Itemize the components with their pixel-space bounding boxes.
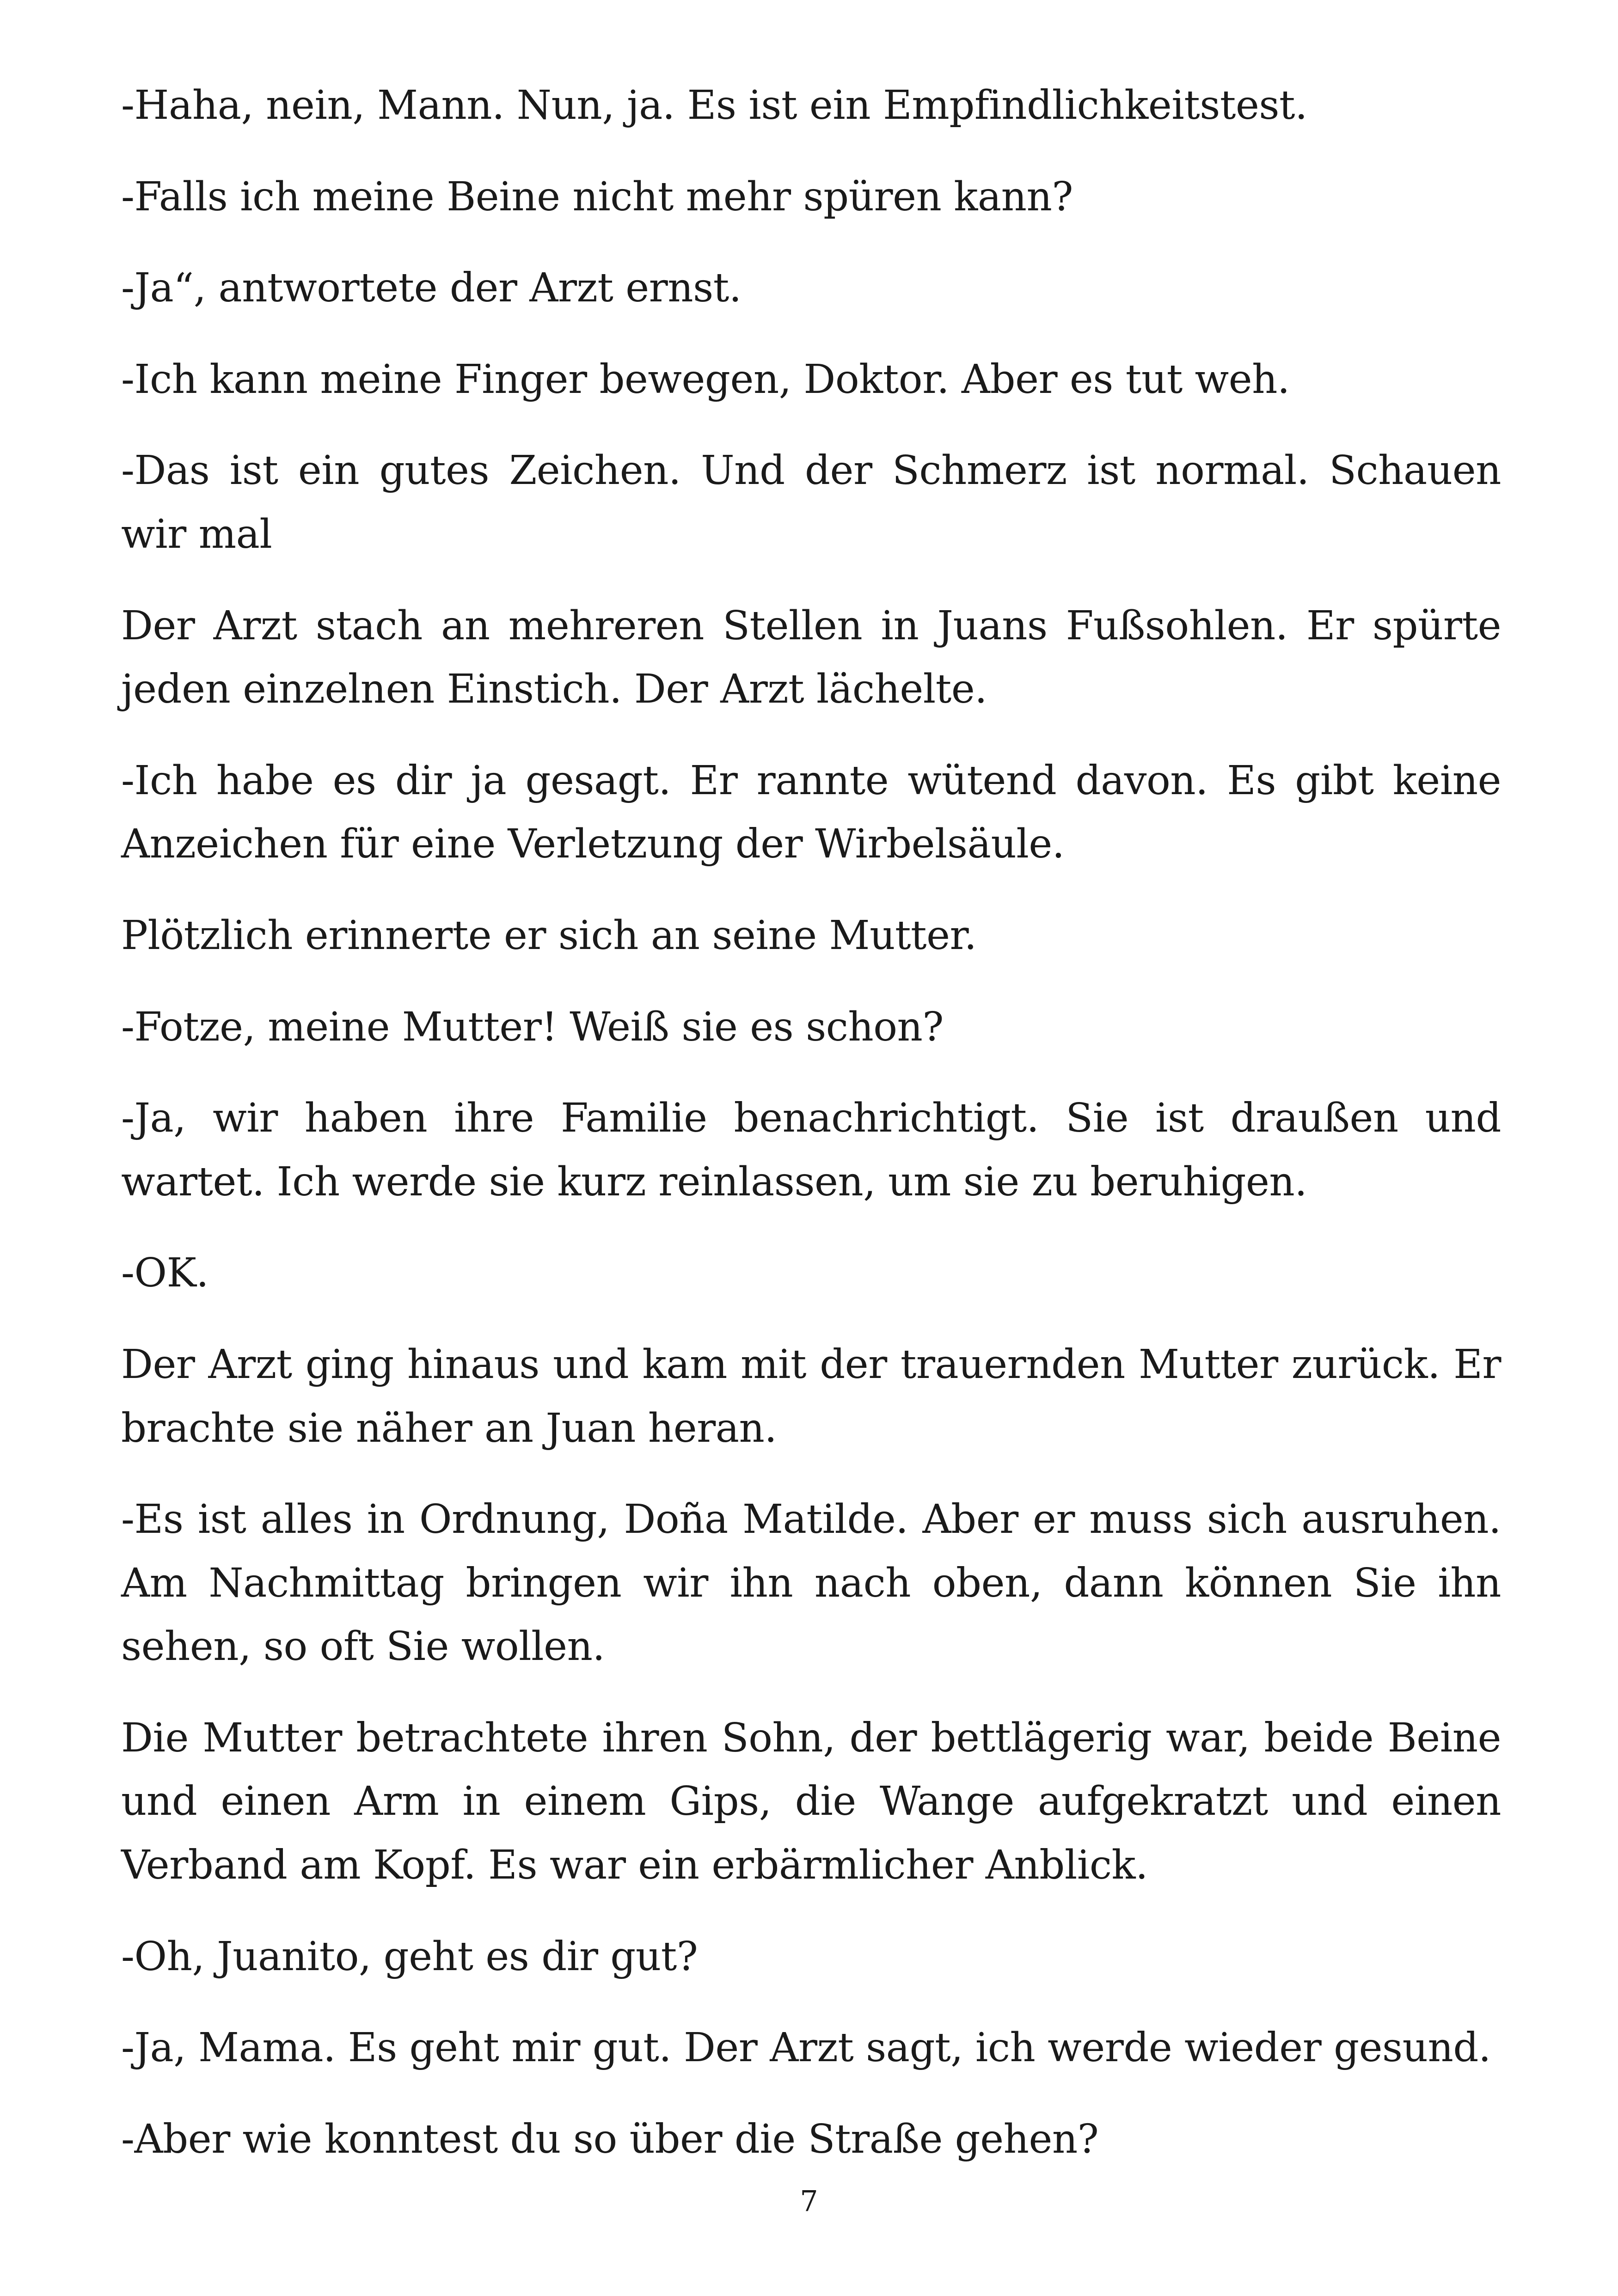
paragraph: -Ja, wir haben ihre Familie benachrichtigt. Sie ist draußen und wartet. Ich werde sie kurz reinlassen, um sie zu beruhigen. — [121, 1095, 1501, 1205]
paragraph: Der Arzt stach an mehreren Stellen in Juans Fußsohlen. Er spürte jeden einzelnen Einstich. Der Arzt lächelte. — [121, 602, 1501, 713]
paragraph: -Oh, Juanito, geht es dir gut? — [121, 1933, 698, 1980]
paragraph: -Fotze, meine Mutter! Weiß sie es schon? — [121, 1004, 944, 1050]
text-body — [121, 74, 1501, 2199]
paragraph: -Das ist ein gutes Zeichen. Und der Schmerz ist normal. Schauen wir mal — [121, 447, 1501, 557]
paragraph: Der Arzt ging hinaus und kam mit der trauernden Mutter zurück. Er brachte sie näher an Juan heran. — [121, 1341, 1501, 1451]
paragraph: -Ja, Mama. Es geht mir gut. Der Arzt sagt, ich werde wieder gesund. — [121, 2025, 1491, 2071]
paragraph: -Es ist alles in Ordnung, Doña Matilde. Aber er muss sich ausruhen. Am Nachmittag bringen wir ihn nach oben, dann können Sie ihn sehen, so oft Sie wollen. — [121, 1496, 1501, 1670]
paragraph: Die Mutter betrachtete ihren Sohn, der bettlägerig war, beide Beine und einen Arm in einem Gips, die Wange aufgekratzt und einen Verband am Kopf. Es war ein erbärmlicher Anblick. — [121, 1714, 1501, 1889]
paragraph: -Falls ich meine Beine nicht mehr spüren kann? — [121, 173, 1073, 220]
paragraph: -Ja“, antwortete der Arzt ernst. — [121, 265, 742, 312]
page-number: 7 — [800, 2184, 818, 2218]
paragraph: -Haha, nein, Mann. Nun, ja. Es ist ein Empfindlichkeitstest. — [121, 82, 1307, 129]
paragraph: -Aber wie konntest du so über die Straße gehen? — [121, 2116, 1099, 2162]
paragraph: Plötzlich erinnerte er sich an seine Mutter. — [121, 912, 977, 959]
paragraph: -OK. — [121, 1250, 209, 1297]
paragraph: -Ich habe es dir ja gesagt. Er rannte wütend davon. Es gibt keine Anzeichen für eine Verletzung der Wirbelsäule. — [121, 757, 1501, 868]
paragraph: -Ich kann meine Finger bewegen, Doktor. Aber es tut weh. — [121, 356, 1290, 403]
